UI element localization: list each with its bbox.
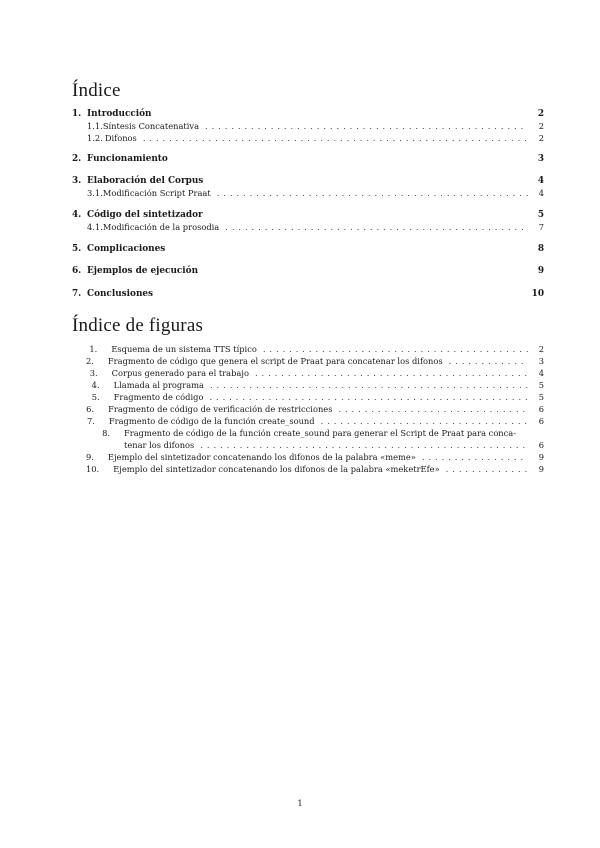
subsection-page: 2 [538,133,544,143]
figure-page: 3 [538,356,544,366]
figure-number: 9. [86,452,94,462]
section-title: Elaboración del Corpus [87,176,204,186]
section-number: 1. [72,109,82,119]
figure-number: 4. [91,380,100,390]
figure-page: 6 [538,404,544,414]
section-number: 3. [72,176,82,186]
figure-entry-3[interactable] [72,368,544,379]
dot-leader [205,121,528,132]
section-title: Introducción [87,109,152,119]
section-page: 3 [537,154,544,164]
figure-entry-6[interactable] [72,404,544,415]
figure-title: Ejemplo del sintetizador concatenando los difonos de la palabra «meketrEfe» [113,464,440,474]
figure-entry-9[interactable] [72,452,544,463]
figure-page: 9 [538,452,544,462]
figure-page: 9 [538,464,544,474]
figure-title: Ejemplo del sintetizador concatenando los difonos de la palabra «meme» [107,452,416,462]
toc-heading: Índice [72,80,121,101]
toc-subsection-4-1[interactable] [72,222,544,233]
toc-section-2[interactable] [72,154,544,165]
figure-number: 7. [86,416,95,426]
figure-entry-5[interactable] [72,392,544,403]
section-number: 7. [72,289,82,299]
figure-entry-2[interactable] [72,356,544,367]
dot-leader [210,380,528,391]
toc-section-5[interactable] [72,244,544,255]
figure-entry-7[interactable] [72,416,544,427]
figure-number: 3. [89,368,98,378]
section-title: Conclusiones [87,289,154,299]
toc-subsection-1-1[interactable] [72,121,544,132]
figure-number: 6. [86,404,95,414]
section-title: Funcionamiento [87,154,168,164]
figure-title-continuation: tenar los difonos [124,440,195,450]
dot-leader [209,392,528,403]
subsection-page: 4 [538,188,544,198]
figure-entry-10[interactable] [72,464,544,475]
figure-entry-8[interactable] [72,428,544,439]
figure-page: 6 [538,440,544,450]
toc-subsection-1-2[interactable] [72,133,544,144]
toc-section-4[interactable] [72,210,544,221]
figure-page: 5 [538,380,544,390]
section-number: 4. [72,210,82,220]
figure-title: Fragmento de código que genera el script de Praat para concatenar los difonos [107,356,443,366]
figure-title: Fragmento de código de la función create_sound [108,416,315,426]
toc-section-7[interactable] [72,289,544,300]
section-page: 8 [537,244,544,254]
figure-entry-1[interactable] [72,344,544,355]
dot-leader [449,356,528,367]
section-page: 10 [531,289,544,299]
subsection-page: 2 [538,121,544,131]
subsection-number: 1.1. [87,121,103,131]
section-page: 4 [537,176,544,186]
dot-leader [338,404,528,415]
figure-page: 4 [538,368,544,378]
figure-number: 2. [86,356,94,366]
subsection-title: Modificación de la prosodia [102,222,220,232]
figure-title: Llamada al programa [113,380,204,390]
dot-leader [263,344,528,355]
figure-entry-8-continuation[interactable] [72,440,544,451]
subsection-number: 4.1. [87,222,103,232]
toc-section-1[interactable] [72,109,544,120]
figure-entry-4[interactable] [72,380,544,391]
dot-leader [225,222,528,233]
subsection-number: 3.1. [87,188,103,198]
figure-number: 8. [102,428,110,438]
toc-subsection-3-1[interactable] [72,188,544,199]
figure-number: 10. [86,464,100,474]
dot-leader [446,464,528,475]
dot-leader [422,452,528,463]
dot-leader [143,133,528,144]
figure-title: Fragmento de código [113,392,204,402]
section-title: Ejemplos de ejecución [87,266,199,276]
subsection-title: Síntesis Concatenativa [102,121,200,131]
figure-page: 2 [538,344,544,354]
figure-page: 5 [538,392,544,402]
dot-leader [321,416,528,427]
figures-heading: Índice de figuras [72,315,204,336]
subsection-page: 7 [538,222,544,232]
figure-title: Fragmento de código de verificación de restricciones [108,404,333,414]
figure-number: 1. [89,344,98,354]
page-number: 1 [297,798,303,808]
section-number: 5. [72,244,82,254]
figure-number: 5. [91,392,100,402]
subsection-title: Modificación Script Praat [102,188,211,198]
toc-section-3[interactable] [72,176,544,187]
subsection-title: Difonos [104,133,137,143]
section-page: 2 [537,109,544,119]
dot-leader [255,368,528,379]
figure-title: Esquema de un sistema TTS típico [111,344,257,354]
figure-title: Corpus generado para el trabajo [111,368,249,378]
section-number: 2. [72,154,82,164]
dot-leader [200,440,528,451]
toc-section-6[interactable] [72,266,544,277]
figure-page: 6 [538,416,544,426]
section-title: Código del sintetizador [87,210,203,220]
section-page: 5 [537,210,544,220]
dot-leader [217,188,528,199]
subsection-number: 1.2. [87,133,103,143]
section-page: 9 [537,266,544,276]
section-number: 6. [72,266,82,276]
figure-title: Fragmento de código de la función create_sound para generar el Script de Praat para conca- [124,428,517,438]
section-title: Complicaciones [87,244,166,254]
